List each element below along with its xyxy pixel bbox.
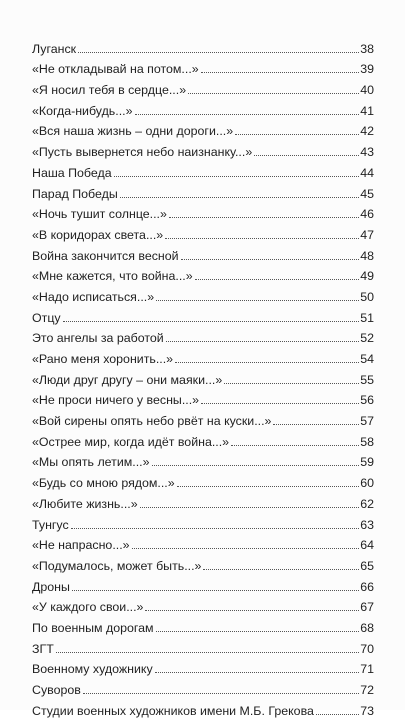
toc-entry [32, 345, 374, 366]
dot-leader [195, 279, 360, 280]
toc-entry-title: «Пусть вывернется небо наизнанку...» [32, 145, 253, 160]
toc-entry-title: «Вся наша жизнь – одни дороги...» [32, 124, 234, 139]
toc-entry-page-number: 52 [360, 331, 374, 346]
toc-entry-title: Дроны [32, 579, 70, 594]
toc-entry [32, 263, 374, 284]
toc-entry [32, 35, 374, 56]
toc-entry-page-number: 41 [360, 103, 374, 118]
dot-leader [175, 362, 359, 363]
toc-entry [32, 635, 374, 656]
dot-leader [201, 72, 360, 73]
toc-entry-title: «Не проси ничего у весны...» [32, 393, 200, 408]
toc-entry-page-number: 47 [360, 227, 374, 242]
toc-entry [32, 221, 374, 242]
toc-entry [32, 76, 374, 97]
toc-entry [32, 97, 374, 118]
toc-entry-title: «Рано меня хоронить...» [32, 352, 174, 366]
toc-entry-page-number: 70 [360, 641, 374, 656]
toc-entry-page-number: 48 [360, 248, 374, 263]
dot-leader [273, 424, 359, 425]
toc-entry [32, 490, 374, 511]
dot-leader [120, 197, 359, 198]
dot-leader [83, 693, 359, 694]
dot-leader [71, 528, 360, 529]
toc-entry-title: «Ночь тушит солнце...» [32, 207, 167, 222]
dot-leader [231, 445, 359, 446]
toc-entry [32, 138, 374, 159]
dot-leader [165, 238, 359, 239]
dot-leader [166, 341, 360, 342]
toc-entry [32, 573, 374, 594]
toc-entry [32, 180, 374, 201]
toc-entry-title: Тунгус [32, 517, 69, 532]
toc-entry-page-number: 43 [360, 145, 374, 160]
toc-entry-title: Луганск [32, 41, 77, 56]
dot-leader [169, 217, 359, 218]
dot-leader [135, 114, 360, 115]
toc-entry [32, 242, 374, 263]
toc-entry-title: «Будь со мною рядом...» [32, 476, 175, 491]
dot-leader [203, 569, 359, 570]
toc-entry-page-number: 59 [360, 455, 374, 470]
toc-entry-page-number: 55 [360, 372, 374, 387]
toc-entry [32, 469, 374, 490]
dot-leader [152, 465, 360, 466]
toc-entry-title: «Подумалось, может быть...» [32, 558, 202, 573]
toc-entry-title: Студии военных художников имени М.Б. Грекова [32, 703, 314, 718]
dot-leader [63, 321, 360, 322]
toc-entry-title: По военным дорогам [32, 620, 154, 635]
toc-entry-page-number: 68 [360, 620, 374, 635]
toc-entry-title: Парад Победы [32, 186, 118, 201]
toc-entry-title: ЗГТ [32, 641, 54, 656]
toc-entry [32, 697, 374, 718]
toc-entry [32, 201, 374, 222]
toc-entry-title: Военному художнику [32, 662, 153, 677]
toc-entry-page-number: 73 [360, 703, 374, 718]
dot-leader [177, 486, 360, 487]
toc-entry-title: «Не откладывай на потом...» [32, 62, 199, 77]
toc-entry-page-number: 71 [360, 662, 374, 677]
toc-entry [32, 532, 374, 553]
toc-entry [32, 449, 374, 470]
toc-entry-title: «Когда-нибудь...» [32, 103, 133, 118]
dot-leader [235, 134, 359, 135]
toc-entry-title: «Надо исписаться...» [32, 289, 155, 304]
toc-entry-title: Война закончится весной [32, 248, 179, 263]
toc-entry [32, 387, 374, 408]
dot-leader [155, 672, 360, 673]
toc-entry-title: Это ангелы за работой [32, 331, 164, 346]
toc-entry [32, 594, 374, 615]
toc-entry [32, 656, 374, 677]
toc-entry [32, 614, 374, 635]
dot-leader [201, 403, 359, 404]
toc-entry [32, 428, 374, 449]
dot-leader [181, 259, 360, 260]
toc-entry [32, 366, 374, 387]
toc-entry-page-number: 54 [360, 352, 374, 366]
toc-entry-title: «Любите жизнь...» [32, 496, 138, 511]
toc-entry-page-number: 64 [360, 538, 374, 553]
dot-leader [156, 300, 359, 301]
toc-entry [32, 304, 374, 325]
dot-leader [56, 652, 359, 653]
toc-entry-title: Наша Победа [32, 165, 112, 180]
dot-leader [316, 714, 359, 715]
dot-leader [132, 548, 360, 549]
toc-entry-page-number: 42 [360, 124, 374, 139]
toc-entry-page-number: 63 [360, 517, 374, 532]
toc-entry-page-number: 58 [360, 434, 374, 449]
toc-entry-page-number: 46 [360, 207, 374, 222]
dot-leader [114, 176, 360, 177]
toc-entry-title: «Люди друг другу – они маяки...» [32, 372, 223, 387]
toc-entry-title: «У каждого свои...» [32, 600, 144, 615]
toc-entry [32, 283, 374, 304]
toc-entry-page-number: 40 [360, 83, 374, 98]
toc-entry [32, 159, 374, 180]
dot-leader [224, 383, 359, 384]
toc-entry-title: «Острее мир, когда идёт война...» [32, 434, 230, 449]
toc-entry-title: «В коридорах света...» [32, 227, 164, 242]
toc-entry-page-number: 49 [360, 269, 374, 284]
toc-entry-page-number: 67 [360, 600, 374, 615]
dot-leader [78, 52, 359, 53]
toc-entry [32, 407, 374, 428]
toc-entry-page-number: 72 [360, 683, 374, 697]
toc-entry [32, 118, 374, 139]
toc-entry-page-number: 39 [360, 62, 374, 77]
toc-entry-title: «Не напрасно...» [32, 538, 130, 553]
toc-entry [32, 511, 374, 532]
toc-entry [32, 676, 374, 697]
toc-entry-page-number: 56 [360, 393, 374, 408]
toc-entry [32, 56, 374, 77]
toc-entry-page-number: 60 [360, 476, 374, 491]
toc-entry-page-number: 62 [360, 496, 374, 511]
toc-entry-title: «Я носил тебя в сердце...» [32, 83, 187, 98]
table-of-contents [32, 35, 374, 718]
dot-leader [145, 610, 359, 611]
toc-entry-page-number: 65 [360, 558, 374, 573]
toc-entry-page-number: 45 [360, 186, 374, 201]
toc-entry-title: «Мне кажется, что война...» [32, 269, 193, 284]
toc-entry-title: «Вой сирены опять небо рвёт на куски...» [32, 414, 272, 429]
toc-entry-title: Отцу [32, 310, 61, 325]
toc-entry-page-number: 44 [360, 165, 374, 180]
toc-entry-title: «Мы опять летим...» [32, 455, 150, 470]
toc-entry-page-number: 51 [360, 310, 374, 325]
dot-leader [140, 507, 360, 508]
dot-leader [72, 590, 359, 591]
toc-entry [32, 552, 374, 573]
toc-entry-page-number: 57 [360, 414, 374, 429]
toc-entry [32, 325, 374, 346]
dot-leader [254, 155, 359, 156]
dot-leader [156, 631, 360, 632]
toc-entry-title: Суворов [32, 683, 81, 697]
toc-entry-page-number: 50 [360, 289, 374, 304]
dot-leader [188, 93, 359, 94]
toc-entry-page-number: 66 [360, 579, 374, 594]
toc-entry-page-number: 38 [360, 41, 374, 56]
